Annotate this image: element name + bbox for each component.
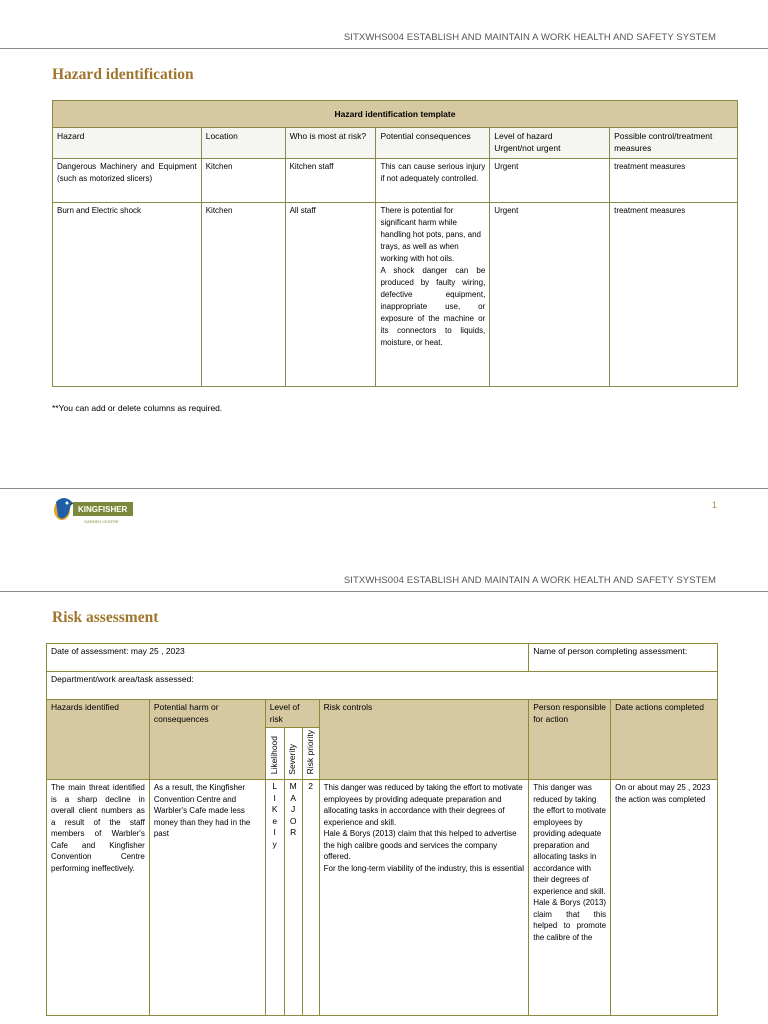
assessment-date-cell bbox=[47, 644, 529, 672]
consequences-paragraph: There is potential for significant harm while handling hot pots, pans, and trays, as well as when working with hot oils. bbox=[380, 206, 481, 263]
risk-assessment-table bbox=[46, 643, 718, 1016]
column-header: Possible control/treatment measures bbox=[610, 128, 738, 159]
course-header: SITXWHS004 ESTABLISH AND MAINTAIN A WORK HEALTH AND SAFETY SYSTEM bbox=[343, 32, 716, 43]
table-row bbox=[53, 203, 738, 387]
cell-who: Kitchen staff bbox=[285, 159, 376, 203]
cell-hazard: The main threat identified is a sharp decline in overall client numbers as a result of the staff members of Warbler's Cafe and Kingfisher Convention Centre performing ineffectively. bbox=[47, 780, 150, 1016]
course-header: SITXWHS004 ESTABLISH AND MAINTAIN A WORK HEALTH AND SAFETY SYSTEM bbox=[343, 575, 716, 586]
column-header: Location bbox=[201, 128, 285, 159]
header-rule-top bbox=[0, 48, 768, 49]
svg-text:KINGFISHER: KINGFISHER bbox=[78, 505, 128, 514]
cell-severity: M A J O R bbox=[284, 780, 302, 1016]
controls-paragraph: For the long-term viability of the industry, this is essential bbox=[323, 863, 525, 873]
column-header-hazards: Hazards identified bbox=[47, 700, 150, 780]
cell-date bbox=[611, 780, 718, 1016]
cell-likelihood: L I K e l y bbox=[265, 780, 284, 1016]
date-value: may 25 , 2023 bbox=[130, 646, 185, 656]
cell-hazard: Burn and Electric shock bbox=[53, 203, 202, 387]
date-paragraph: the action was completed bbox=[615, 794, 706, 804]
controls-paragraph: This danger was reduced by taking the effort to motivate employees by providing adequate preparation and allocating tasks in accordance with their degrees of experience and skill. bbox=[323, 783, 523, 827]
cell-who: All staff bbox=[285, 203, 376, 387]
cell-harm: As a result, the Kingfisher Convention Centre and Warbler's Cafe made less money than they had in the past bbox=[149, 780, 265, 1016]
cell-level: Urgent bbox=[490, 159, 610, 203]
person-completing-cell bbox=[529, 644, 718, 672]
page-title-risk-assessment: Risk assessment bbox=[52, 609, 159, 626]
cell-consequences bbox=[376, 203, 490, 387]
footnote: **You can add or delete columns as required. bbox=[52, 403, 223, 413]
hazard-identification-table bbox=[52, 100, 738, 387]
person-completing-label: Name of person completing assessment: bbox=[533, 646, 688, 656]
column-header-severity: Severity bbox=[284, 728, 302, 780]
page-title-hazard-identification: Hazard identification bbox=[52, 66, 194, 83]
column-header: Who is most at risk? bbox=[285, 128, 376, 159]
date-label: Date of assessment: bbox=[51, 646, 129, 656]
cell-level: Urgent bbox=[490, 203, 610, 387]
cell-control: treatment measures bbox=[610, 203, 738, 387]
page-number: 1 bbox=[712, 500, 718, 510]
svg-text:GARDEN CENTRE: GARDEN CENTRE bbox=[84, 519, 119, 524]
cell-control: treatment measures bbox=[610, 159, 738, 203]
controls-paragraph: Hale & Borys (2013) claim that this helped to advertise the high calibre goods and services the company offered. bbox=[323, 829, 517, 861]
column-header: Potential consequences bbox=[376, 128, 490, 159]
cell-location: Kitchen bbox=[201, 159, 285, 203]
column-header-controls: Risk controls bbox=[319, 700, 529, 780]
column-header-level: Level of risk bbox=[265, 700, 319, 728]
column-header: Level of hazard Urgent/not urgent bbox=[490, 128, 610, 159]
column-header-date: Date actions completed bbox=[611, 700, 718, 780]
cell-consequences: This can cause serious injury if not adequately controlled. bbox=[376, 159, 490, 203]
column-header-priority: Risk priority bbox=[302, 728, 319, 780]
department-cell: Department/work area/task assessed: bbox=[47, 672, 718, 700]
person-paragraph: Hale & Borys (2013) claim that this helped to promote the calibre of the bbox=[533, 898, 607, 942]
table-row bbox=[47, 780, 718, 1016]
table-row bbox=[53, 159, 738, 203]
person-paragraph: This danger was reduced by taking the effort to motivate employees by providing adequate preparation and allocating tasks in accordance with their degrees of experience and skill. bbox=[533, 783, 606, 896]
cell-hazard: Dangerous Machinery and Equipment (such as motorized slicers) bbox=[53, 159, 202, 203]
cell-priority: 2 bbox=[302, 780, 319, 1016]
cell-controls bbox=[319, 780, 529, 1016]
header-rule-page2 bbox=[0, 591, 768, 592]
consequences-paragraph: A shock danger can be produced by faulty wiring, defective equipment, inappropriate use, or exposure of the machine or its connectors to liquids, moisture, or heat. bbox=[380, 266, 486, 347]
table-caption: Hazard identification template bbox=[53, 101, 738, 128]
date-paragraph: On or about may 25 , 2023 bbox=[615, 783, 711, 792]
column-header-person: Person responsible for action bbox=[529, 700, 611, 780]
cell-location: Kitchen bbox=[201, 203, 285, 387]
kingfisher-logo bbox=[52, 492, 134, 528]
column-header-harm: Potential harm or consequences bbox=[149, 700, 265, 780]
cell-person bbox=[529, 780, 611, 1016]
column-header-likelihood: Likelihood bbox=[265, 728, 284, 780]
kingfisher-bird-icon bbox=[52, 492, 134, 528]
column-header: Hazard bbox=[53, 128, 202, 159]
footer-rule bbox=[0, 488, 768, 489]
